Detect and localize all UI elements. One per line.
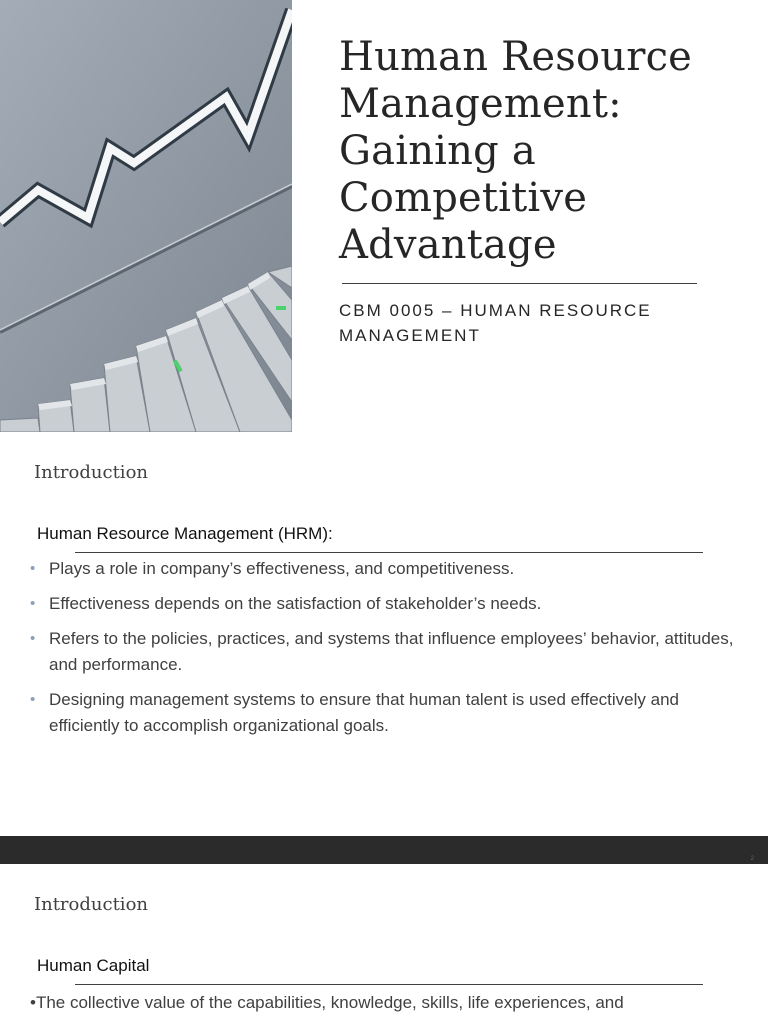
human-capital-subheading: Human Capital <box>37 956 150 975</box>
bullet-text: The collective value of the capabilities, knowledge, skills, life experiences, and <box>35 993 624 1012</box>
slide-heading: Introduction <box>34 894 148 915</box>
bullet-icon: • <box>30 993 36 1012</box>
page-number: 2 <box>750 856 754 862</box>
stairs-arrow-image <box>0 0 292 432</box>
slide-heading: Introduction <box>34 462 148 483</box>
bullet-icon: • <box>30 595 36 612</box>
bullet-icon: • <box>30 560 36 577</box>
stairs-arrow-illustration <box>0 0 292 432</box>
bullet-icon: • <box>30 691 36 708</box>
bullet-text: Effectiveness depends on the satisfaction of stakeholder’s needs. <box>49 594 542 613</box>
human-capital-slide <box>0 864 768 1024</box>
introduction-slide <box>0 432 768 836</box>
presentation-title: Human Resource Management: Gaining a Competitive Advantage <box>339 34 693 268</box>
list-item <box>30 990 730 1016</box>
hrm-bullet-list <box>30 556 740 748</box>
subheading-underline <box>75 552 703 553</box>
list-item <box>30 687 740 739</box>
list-item <box>30 591 740 617</box>
bullet-text: Plays a role in company’s effectiveness, and competitiveness. <box>49 559 515 578</box>
list-item <box>30 556 740 582</box>
hrm-subheading: Human Resource Management (HRM): <box>37 524 333 543</box>
title-divider <box>342 283 697 284</box>
bullet-icon: • <box>30 630 36 647</box>
title-slide <box>0 0 768 432</box>
subheading-underline <box>75 984 703 985</box>
bullet-text: Designing management systems to ensure that human talent is used effectively and efficiently to accomplish organizational goals. <box>49 690 679 735</box>
slide-separator <box>0 836 768 864</box>
bullet-text: Refers to the policies, practices, and systems that influence employees’ behavior, attitudes, and performance. <box>49 629 734 674</box>
course-subtitle: CBM 0005 – HUMAN RESOURCE MANAGEMENT <box>339 301 652 345</box>
list-item <box>30 626 740 678</box>
